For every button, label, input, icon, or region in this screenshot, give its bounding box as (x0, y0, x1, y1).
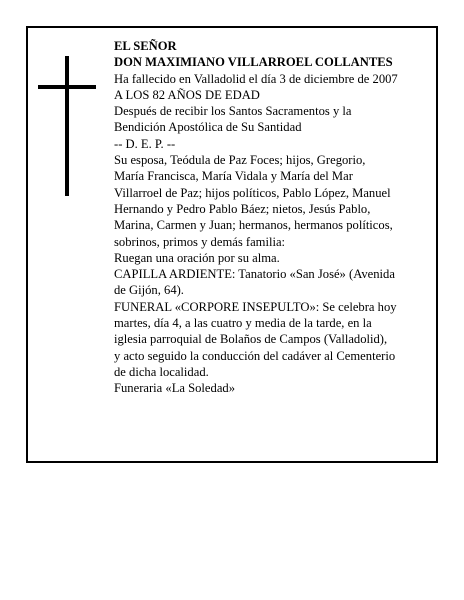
funeral-line: FUNERAL «CORPORE INSEPULTO»: Se celebra hoy (114, 299, 397, 314)
family-line: María Francisca, María Vidala y María del Mar (114, 169, 353, 184)
deceased-name: DON MAXIMIANO VILLARROEL COLLANTES (114, 55, 393, 70)
funeral-home: Funeraria «La Soledad» (114, 381, 235, 396)
cross-icon-bar (38, 85, 96, 89)
funeral-line: de dicha localidad. (114, 364, 209, 379)
chapel-line: CAPILLA ARDIENTE: Tanatorio «San José» (Avenida (114, 267, 395, 282)
family-line: Villarroel de Paz; hijos políticos, Pablo López, Manuel (114, 185, 391, 200)
age-line: A LOS 82 AÑOS DE EDAD (114, 87, 260, 102)
family-line: Hernando y Pedro Pablo Báez; nietos, Jesús Pablo, (114, 201, 371, 216)
sacraments-line: Después de recibir los Santos Sacramentos y la (114, 104, 352, 119)
cross-icon (65, 56, 69, 196)
chapel-line: de Gijón, 64). (114, 283, 184, 298)
prayer-line: Ruegan una oración por su alma. (114, 250, 280, 265)
death-info: Ha fallecido en Valladolid el día 3 de diciembre de 2007 (114, 71, 398, 86)
family-line: Marina, Carmen y Juan; hermanos, hermanos políticos, (114, 218, 393, 233)
family-line: sobrinos, primos y demás familia: (114, 234, 286, 249)
sacraments-line: Bendición Apostólica de Su Santidad (114, 120, 302, 135)
obituary-text (114, 38, 426, 397)
funeral-line: y acto seguido la conducción del cadáver al Cementerio (114, 348, 396, 363)
rip-line: -- D. E. P. -- (114, 136, 176, 151)
family-line: Su esposa, Teódula de Paz Foces; hijos, Gregorio, (114, 153, 366, 168)
funeral-line: iglesia parroquial de Bolaños de Campos (Valladolid), (114, 332, 388, 347)
honorific: EL SEÑOR (114, 39, 177, 53)
funeral-line: martes, día 4, a las cuatro y media de la tarde, en la (114, 316, 372, 331)
